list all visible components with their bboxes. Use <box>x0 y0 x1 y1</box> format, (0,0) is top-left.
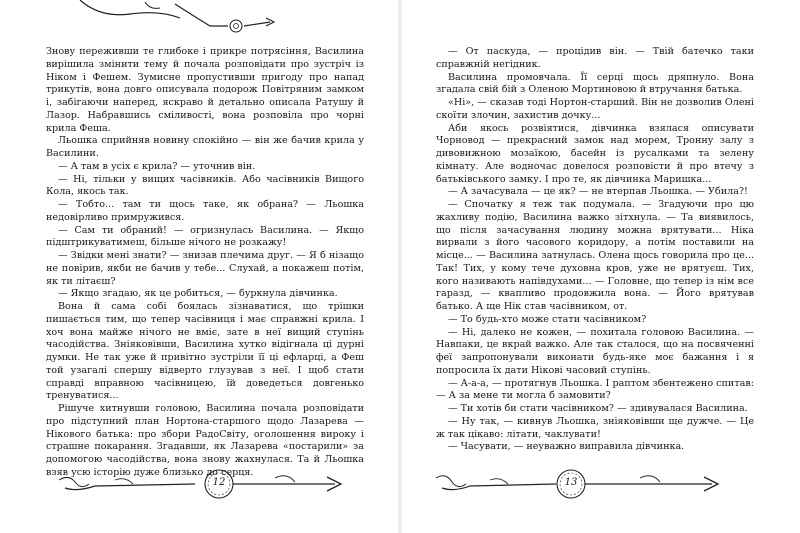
paragraph: — Ти хотів би стати часівником? — здивувалася Василина. <box>448 403 748 414</box>
paragraph: — Спочатку я теж так подумала. — Згадуючи про цю жахливу подію, Василина важко зітхнула. — Та виявилось, що після зачасування людину можна врятувати... Ніка вирвали з його часового коридору, а потім поставили на місце... — Василина затнулась. Олена щось говорила про це... Так! Тих, у кому тече духовна кров, уже не врятуєш. Тих, кого називають напівдухами... — Головне, що тепер із нім все гаразд, — квапливо продовжила вона. — Його врятував батько. А ще Нік став часівником, от. <box>436 199 754 312</box>
paragraph: — То будь-хто може стати часівником? <box>448 313 647 325</box>
page-number: 13 <box>564 477 578 488</box>
paragraph: — От паскуда, — процідив він. — Твій батечко таки справжній негідник. <box>436 46 754 70</box>
paragraph: — Сам ти обраний! — огризнулась Василина. — Якщо підштрикуватимеш, більше нічого не розкажу! <box>46 224 364 249</box>
left-footer-ornament <box>55 466 355 502</box>
paragraph: — Звідки мені знати? — знизав плечима друг. — Я б нізащо не повірив, якби не бачив у тебе... Слухай, а покажеш потім, як ти літаєш? <box>46 250 364 287</box>
paragraph: Льошка сприйняв новину спокійно — він же бачив крила у Василини. <box>46 135 364 159</box>
paragraph: Аби якось розвіятися, дівчинка взялася описувати Чорновод — прекрасний замок над морем, Тронну залу з дивовижною мозаїкою, басейн із русалками та зелену кімнату. Але водночас довелося розповісти й про втечу з батьківського замку. І про те, як дівчинка Маришка... <box>436 122 754 185</box>
paragraph: — Ні, тільки у вищих часівників. Або часівників Вищого Кола, якось так. <box>46 173 364 198</box>
paragraph: — Ні, далеко не кожен, — похитала головою Василина. — Навпаки, це вкрай важко. Але так сталося, що на посвяченні феї запропонували виконати будь-яке моє бажання і я попросила їх дати Нікові часовий ступінь. <box>436 326 754 376</box>
right-page <box>400 0 800 533</box>
paragraph: «Ні», — сказав тоді Нортон-старший. Він не дозволив Олені скоїти злочин, захистив дочку... <box>436 97 754 121</box>
paragraph: Василина промовчала. Її серці щось дряпнуло. Вона згадала свій бій з Оленою Мортиновою й втручання батька. <box>436 71 754 96</box>
paragraph: — А там в усіх є крила? — уточнив він. <box>58 160 256 172</box>
paragraph: — Тобто... там ти щось таке, як обрана? — Льошка недовірливо примружився. <box>46 199 364 223</box>
paragraph: — Часувати, — неуважно виправила дівчинка. <box>448 441 685 453</box>
paragraph: — А-а-а, — протягнув Льошка. І раптом збентежено спитав: — А за мене ти могла б замовити? <box>436 377 754 402</box>
page-number: 12 <box>212 477 226 488</box>
paragraph: Вона й сама собі боялась зізнаватися, що трішки пишається тим, що тепер часівниця і має справжні крила. І хоч вона майже нічого не вміє, зате в неї вищий ступінь часодійства. Зніяковівши, Василина хутко відігнала ці дурні думки. Не так уже й привітно зустріли її ці ефларці, а Феш той узагалі спершу відверто глузував з неї. І щоб стати справді вправною часівницею, їй доведеться довгенько тренуватися... <box>46 301 364 402</box>
paragraph: — Ну так, — кивнув Льошка, зніяковівши ще дужче. — Це ж так цікаво: літати, чаклувати! <box>436 415 754 440</box>
right-page-text <box>436 46 754 454</box>
paragraph: — А зачасувала — це як? — не втерпав Льошка. — Убила?! <box>448 186 748 198</box>
paragraph: Знову переживши те глибоке і прикре потрясіння, Василина вирішила змінити тему й почала розповідати про зустріч із Ніком і Фешем. Зумисне пропустивши пригоду про напад трикутів, вона довго описувала подорож Повітряним замком і, забігаючи наперед, яскраво й детально описала Ратушу й Лазор. Набравшись сміливості, вона розповіла про чорні крила Феша. <box>46 46 364 134</box>
right-footer-ornament <box>430 466 730 502</box>
paragraph: — Якщо згадаю, як це робиться, — буркнула дівчинка. <box>58 288 338 300</box>
top-flourish-ornament <box>60 0 290 40</box>
paragraph: Рішуче хитнувши головою, Василина почала розповідати про підступний план Нортона-старшого щодо Лазарева — Нікового батька: про збори РадоСвіту, оголошення вироку і страшне покарання. Згадавши, як Лазарева «постарили» за допомогою часодійства, вона знову жахнулася. Та й Льошка взяв усю історію дуже близько до серця. <box>46 403 364 478</box>
left-page-text <box>46 46 364 480</box>
